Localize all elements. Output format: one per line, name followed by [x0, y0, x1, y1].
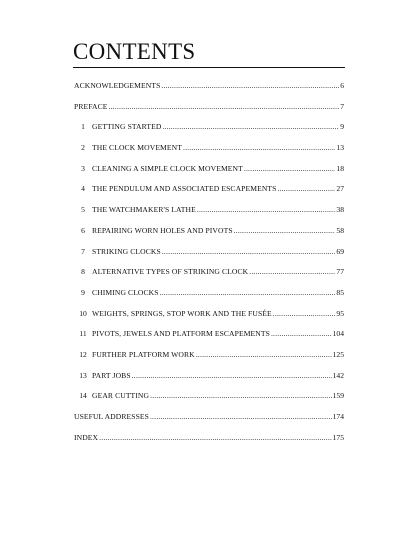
toc-entry-title: ACKNOWLEDGEMENTS [74, 81, 161, 90]
dot-leader [150, 412, 332, 422]
toc-chapter-number: 10 [79, 308, 87, 318]
toc-entry-title: USEFUL ADDRESSES [74, 412, 149, 421]
toc-entry-chapter-11 [74, 329, 344, 350]
toc-chapter-number: 2 [81, 143, 85, 153]
toc-entry-page: 125 [332, 349, 344, 359]
dot-leader [234, 226, 336, 236]
toc-entry-preface [74, 102, 344, 123]
toc-entry-chapter-9 [74, 288, 344, 309]
dot-leader [196, 350, 332, 360]
toc-chapter-number: 14 [79, 391, 87, 401]
toc-chapter-number: 12 [79, 349, 87, 359]
dot-leader [160, 288, 336, 298]
toc-entry-title: PIVOTS, JEWELS AND PLATFORM ESCAPEMENTS [92, 329, 270, 339]
toc-chapter-number: 4 [81, 184, 85, 194]
toc-entry-title: CHIMING CLOCKS [92, 287, 159, 297]
toc-entry-page: 58 [336, 225, 344, 235]
toc-entry-chapter-7 [74, 247, 344, 268]
toc-entry-chapter-3 [74, 164, 344, 185]
table-of-contents [74, 81, 344, 453]
toc-entry-acknowledgements [74, 81, 344, 102]
toc-chapter-number: 9 [81, 287, 85, 297]
toc-entry-page: 77 [336, 267, 344, 277]
toc-entry-title: PREFACE [74, 101, 108, 111]
toc-entry-index [74, 433, 344, 454]
toc-entry-title: THE CLOCK MOVEMENT [92, 143, 182, 153]
toc-chapter-number: 6 [81, 225, 85, 235]
toc-entry-title: THE PENDULUM AND ASSOCIATED ESCAPEMENTS [92, 184, 277, 194]
toc-entry-chapter-1 [74, 122, 344, 143]
dot-leader [162, 122, 339, 132]
toc-chapter-number: 7 [81, 246, 85, 256]
toc-entry-chapter-13 [74, 371, 344, 392]
dot-leader [249, 267, 335, 277]
toc-entry-page: 174 [332, 412, 344, 421]
toc-entry-chapter-6 [74, 226, 344, 247]
title-rule [73, 67, 345, 68]
toc-entry-chapter-4 [74, 184, 344, 205]
toc-entry-page: 142 [332, 370, 344, 380]
dot-leader [108, 102, 339, 112]
toc-chapter-number: 8 [81, 267, 85, 277]
toc-entry-page: 95 [336, 308, 344, 318]
toc-entry-page: 104 [332, 329, 344, 339]
toc-entry-chapter-14 [74, 391, 344, 412]
toc-entry-chapter-2 [74, 143, 344, 164]
toc-entry-title: FURTHER PLATFORM WORK [92, 349, 195, 359]
toc-entry-title: GEAR CUTTING [92, 391, 150, 401]
dot-leader [162, 247, 336, 257]
toc-entry-page: 6 [340, 81, 344, 90]
toc-entry-page: 18 [336, 163, 344, 173]
dot-leader [273, 309, 336, 319]
dot-leader [183, 143, 335, 153]
toc-entry-title: GETTING STARTED [92, 122, 162, 132]
toc-entry-chapter-10 [74, 309, 344, 330]
toc-chapter-number: 13 [79, 370, 87, 380]
toc-entry-page: 9 [340, 122, 344, 132]
toc-entry-useful-addresses [74, 412, 344, 433]
toc-chapter-number: 5 [81, 205, 85, 215]
toc-entry-page: 38 [336, 205, 344, 215]
dot-leader [132, 371, 332, 381]
toc-chapter-number: 3 [81, 163, 85, 173]
toc-entry-page: 159 [332, 391, 344, 401]
toc-entry-page: 13 [336, 143, 344, 153]
toc-chapter-number: 1 [81, 122, 85, 132]
toc-entry-page: 85 [336, 287, 344, 297]
dot-leader [277, 184, 335, 194]
toc-entry-title: ALTERNATIVE TYPES OF STRIKING CLOCK [92, 267, 249, 277]
toc-entry-page: 175 [332, 432, 344, 442]
dot-leader [271, 329, 332, 339]
toc-entry-title: CLEANING A SIMPLE CLOCK MOVEMENT [92, 163, 243, 173]
toc-chapter-number: 11 [79, 329, 87, 339]
toc-entry-title: INDEX [74, 432, 99, 442]
toc-entry-page: 69 [336, 246, 344, 256]
page-title: CONTENTS [73, 39, 196, 64]
toc-entry-title: STRIKING CLOCKS [92, 246, 161, 256]
toc-entry-chapter-8 [74, 267, 344, 288]
dot-leader [99, 433, 331, 443]
toc-entry-title: WEIGHTS, SPRINGS, STOP WORK AND THE FUSÉE [92, 308, 272, 318]
toc-entry-page: 7 [340, 101, 344, 111]
dot-leader [161, 81, 339, 91]
dot-leader [244, 164, 336, 174]
toc-entry-title: REPAIRING WORN HOLES AND PIVOTS [92, 225, 233, 235]
dot-leader [197, 205, 336, 215]
toc-entry-title: PART JOBS [92, 370, 131, 380]
toc-entry-chapter-12 [74, 350, 344, 371]
toc-entry-title: THE WATCHMAKER'S LATHE [92, 205, 196, 215]
toc-entry-chapter-5 [74, 205, 344, 226]
dot-leader [150, 391, 332, 401]
toc-entry-page: 27 [336, 184, 344, 194]
